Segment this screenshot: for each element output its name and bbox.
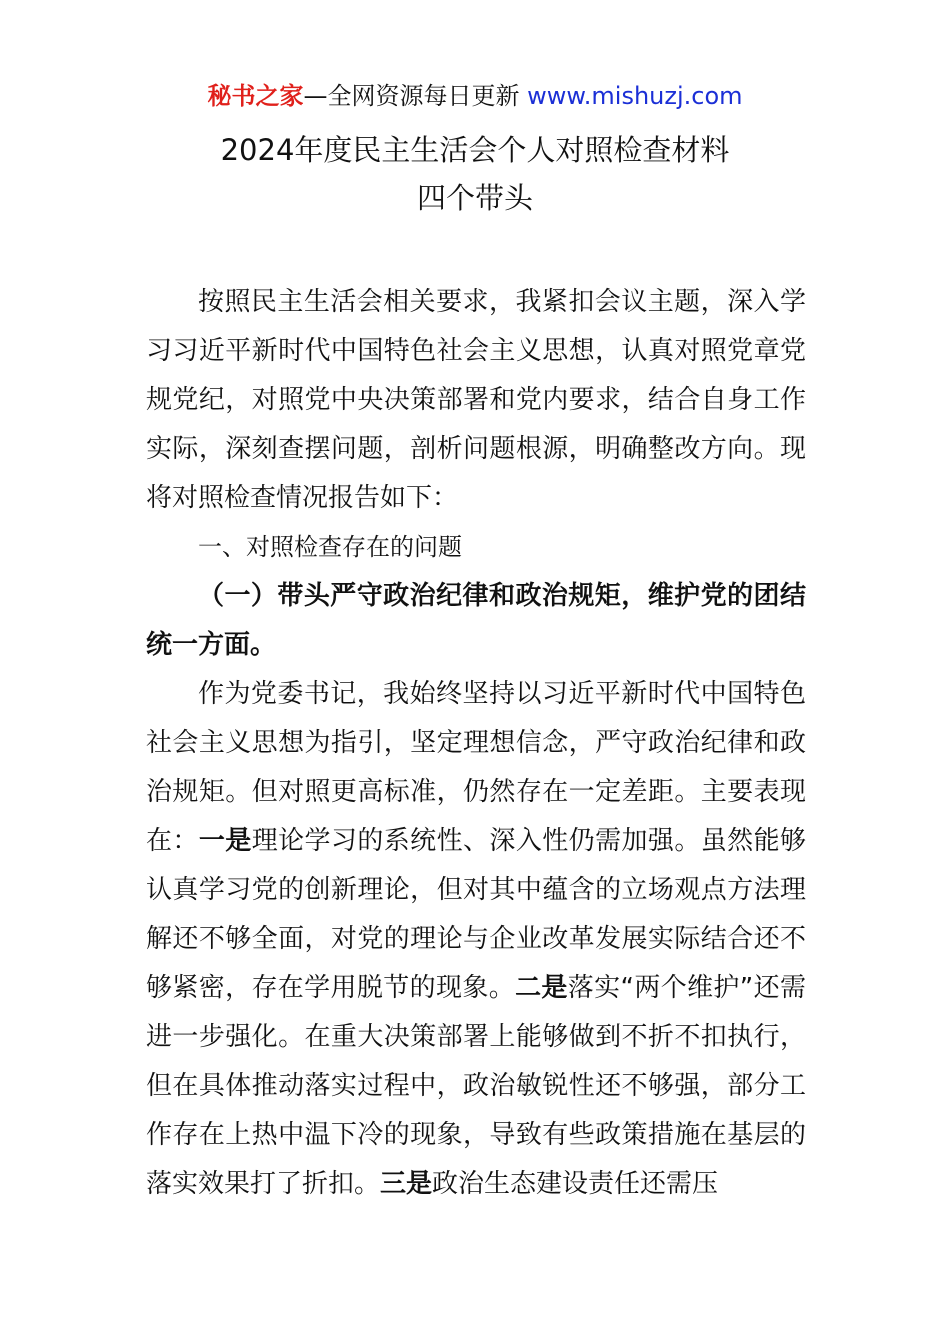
site-tagline: —全网资源每日更新 <box>303 82 528 110</box>
point-text-3: 政治生态建设责任还需压 <box>432 1169 719 1199</box>
point-text-1: 理论学习的系统性、深入性仍需加强。虽然能够认真学习党的创新理论，但对其中蕴含的立场观点方法理解还不够全面，对党的理论与企业改革发展实际结合还不够紧密，存在学用脱节的现象。 <box>146 826 806 1003</box>
body-paragraph <box>146 670 806 1209</box>
point-text-2: 落实“两个维护”还需进一步强化。在重大决策部署上能够做到不折不扣执行，但在具体推动落实过程中，政治敏锐性还不够强，部分工作存在上热中温下冷的现象，导致有些政策措施在基层的落实效果打了折扣。 <box>146 973 806 1199</box>
point-label-1: 一是 <box>198 826 252 856</box>
section-heading: 一、对照检查存在的问题 <box>198 533 462 561</box>
intro-paragraph: 按照民主生活会相关要求，我紧扣会议主题，深入学习习近平新时代中国特色社会主义思想，认真对照党章党规党纪，对照党中央决策部署和党内要求，结合自身工作实际，深刻查摆问题，剖析问题根源，明确整改方向。现将对照检查情况报告如下： <box>146 287 806 513</box>
document-title: 2024年度民主生活会个人对照检查材料 <box>220 133 730 167</box>
site-url[interactable]: www.mishuzj.com <box>527 82 743 110</box>
subsection-heading: （一）带头严守政治纪律和政治规矩，维护党的团结统一方面。 <box>146 581 806 660</box>
document-subtitle: 四个带头 <box>416 181 533 215</box>
point-label-3: 三是 <box>380 1169 433 1199</box>
document-body <box>146 278 806 1209</box>
paragraph-lead: 作为党委书记，我始终坚持以习近平新时代中国特色社会主义思想为指引，坚定理想信念，严守政治纪律和政治规矩。但对照更高标准，仍然存在一定差距。主要表现在： <box>146 679 806 856</box>
site-brand: 秘书之家 <box>207 82 304 110</box>
point-label-2: 二是 <box>515 973 568 1003</box>
site-header <box>0 80 950 112</box>
